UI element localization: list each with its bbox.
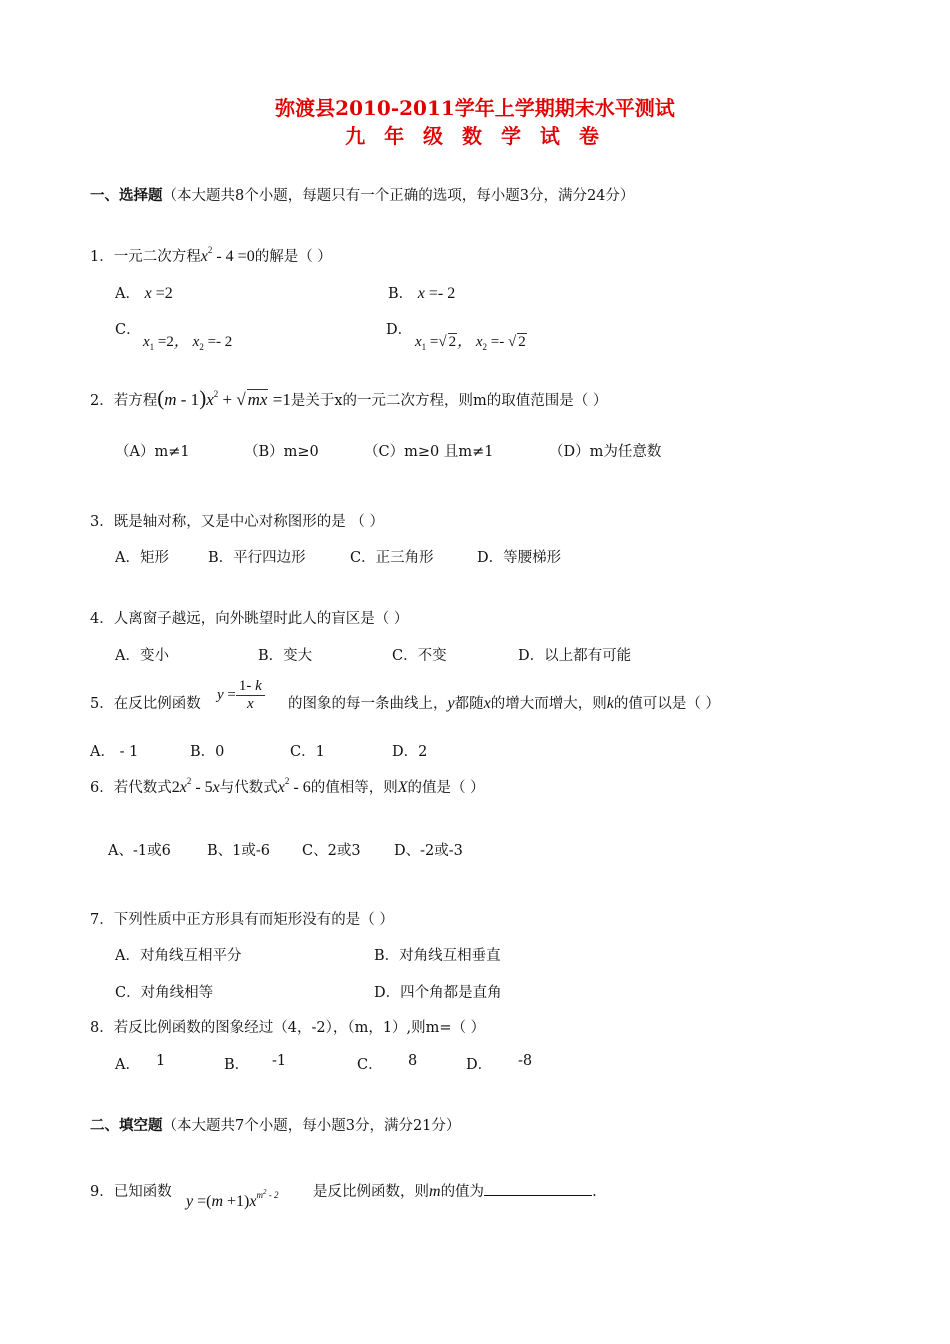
q3-option-c: C．正三角形 (350, 550, 434, 566)
question-4-stem: 4．人离窗子越远，向外眺望时此人的盲区是（ ） (90, 611, 409, 627)
question-7-stem: 7．下列性质中正方形具有而矩形没有的是（ ） (90, 912, 394, 928)
q8-option-b-label: B． (224, 1057, 250, 1073)
q9-function: $y =(m +1)x^{m^2 - 2}$ (186, 1188, 279, 1210)
q6-option-b: B、1或-6 (207, 843, 271, 859)
q1-option-a: A． x =2 (115, 285, 173, 302)
q1-option-d: D． (386, 322, 413, 338)
q2-option-a: （A）m≠1 (115, 444, 190, 460)
question-3-stem: 3．既是轴对称，又是中心对称图形的是 （ ） (90, 514, 384, 530)
q8-option-c-label: C． (357, 1057, 383, 1073)
section-2-heading (90, 1114, 460, 1135)
q6-option-c: C、2或3 (302, 843, 361, 859)
section-1-note: （本大题共8个小题，每题只有一个正确的选项，每小题3分，满分24分） (162, 188, 635, 204)
q8-option-a-value: 1 (156, 1053, 166, 1069)
exam-title: 弥渡县2010-2011学年上学期期末水平测试 (275, 96, 675, 120)
section-1-heading (90, 184, 634, 205)
question-6-stem: 6．若代数式$2x^2 - 5x$与代数式$x^2 - 6$的值相等，则X的值是（ ） (90, 776, 485, 796)
q7-option-a: A．对角线互相平分 (115, 948, 242, 964)
q9-answer-blank[interactable] (484, 1195, 592, 1196)
q8-option-b-value: -1 (272, 1053, 287, 1069)
q3-option-a: A．矩形 (115, 550, 169, 566)
q6-option-a: A、-1或6 (108, 843, 171, 859)
question-1-stem: 1．一元二次方程$x^2 - 4 =0$的解是（ ） (90, 245, 332, 265)
q8-option-a-label: A． (115, 1057, 140, 1073)
q2-option-b: （B）m≥0 (244, 444, 319, 460)
q2-equation: $(m - 1)x^2$ + √ mx =1 (157, 386, 291, 410)
q5-option-c: C．1 (290, 744, 325, 760)
q3-option-d: D．等腰梯形 (477, 550, 562, 566)
q4-option-c: C．不变 (392, 648, 447, 664)
q5-option-b: B．0 (190, 744, 225, 760)
q1-option-d-math: $x_1$ =√ 2， $x_2$ =- √ 2 (415, 334, 526, 352)
q4-option-d: D．以上都有可能 (518, 648, 632, 664)
q8-option-c-value: 8 (408, 1053, 418, 1069)
exam-subtitle: 九 年 级 数 学 试 卷 (345, 124, 605, 148)
q7-option-b: B．对角线互相垂直 (374, 948, 501, 964)
question-5-rest: 的图象的每一条曲线上，y都随x的增大而增大，则k的值可以是（ ） (288, 695, 720, 712)
q7-option-d: D．四个角都是直角 (374, 985, 502, 1001)
question-5-label: 5．在反比例函数 (90, 696, 201, 712)
q4-option-b: B．变大 (258, 648, 313, 664)
q4-option-a: A．变小 (115, 648, 169, 664)
q1-option-b: B． x =- 2 (388, 285, 456, 302)
q2-option-c: （C）m≥0 且m≠1 (364, 444, 494, 460)
q1-option-c-math: $x_1 =2$， $x_2 =- 2$ (143, 334, 233, 352)
q5-option-d: D．2 (392, 744, 428, 760)
q5-function: y = $\frac{1- k}{x}$ (217, 678, 265, 713)
question-9-label: 9．已知函数 (90, 1184, 172, 1200)
q7-option-c: C．对角线相等 (115, 985, 214, 1001)
q2-option-d: （D）m为任意数 (549, 444, 662, 460)
q3-option-b: B．平行四边形 (208, 550, 306, 566)
q1-equation: $x^2 - 4 =0$ (200, 245, 255, 265)
section-1-title: 一、选择题 (90, 187, 163, 204)
question-2-stem: 2．若方程$(m - 1)x^2$ + √ mx =1是关于x的一元二次方程，则m的取值范围是（ ） (90, 386, 608, 410)
q6-option-d: D、-2或-3 (394, 843, 463, 859)
q5-option-a: A． - 1 (90, 744, 139, 760)
q1-option-c: C． (115, 322, 141, 338)
q8-option-d-label: D． (466, 1057, 493, 1073)
question-8-stem: 8．若反比例函数的图象经过（4，-2），（m，1）,则m=（ ） (90, 1020, 486, 1036)
q8-option-d-value: -8 (518, 1053, 533, 1069)
question-9-rest: 是反比例函数，则m的值为 . (313, 1183, 597, 1200)
section-2-note: （本大题共7个小题，每小题3分，满分21分） (162, 1118, 461, 1134)
section-2-title: 二、填空题 (90, 1117, 163, 1134)
